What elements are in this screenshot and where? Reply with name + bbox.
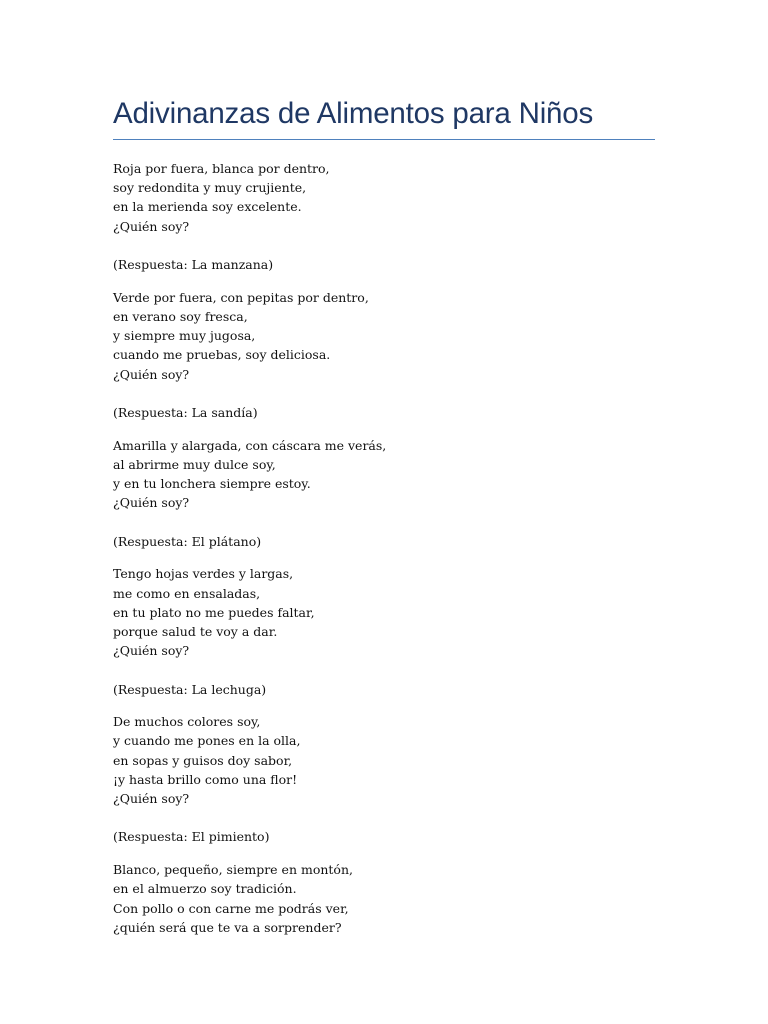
riddle-line: ¡y hasta brillo como una flor! bbox=[113, 771, 298, 787]
riddles-body bbox=[113, 159, 655, 937]
riddle-block bbox=[113, 712, 655, 846]
riddle-line: Roja por fuera, blanca por dentro, bbox=[113, 161, 330, 176]
riddle-block bbox=[113, 564, 655, 698]
riddle-line: en el almuerzo soy tradición. bbox=[113, 881, 297, 897]
riddle-line: Verde por fuera, con pepitas por dentro, bbox=[113, 289, 369, 305]
riddle-line: en la merienda soy excelente. bbox=[113, 199, 302, 215]
riddle-block bbox=[113, 288, 655, 422]
riddle-answer: (Respuesta: La manzana) bbox=[113, 257, 274, 272]
riddle-block bbox=[113, 860, 655, 937]
riddle-line: ¿quién será que te va a sorprender? bbox=[113, 919, 342, 935]
riddle-line: al abrirme muy dulce soy, bbox=[113, 456, 276, 472]
riddle-line: De muchos colores soy, bbox=[113, 714, 261, 730]
riddle-line: y en tu lonchera siempre estoy. bbox=[113, 476, 311, 492]
riddle-answer: (Respuesta: La sandía) bbox=[113, 404, 258, 420]
riddle-line: en sopas y guisos doy sabor, bbox=[113, 752, 293, 768]
riddle-line: ¿Quién soy? bbox=[113, 643, 190, 659]
riddle-line: Tengo hojas verdes y largas, bbox=[113, 566, 294, 582]
riddle-line: cuando me pruebas, soy deliciosa. bbox=[113, 347, 331, 363]
riddle-line: ¿Quién soy? bbox=[113, 791, 190, 807]
riddle-answer: (Respuesta: El plátano) bbox=[113, 533, 262, 549]
riddle-line: y siempre muy jugosa, bbox=[113, 328, 256, 344]
riddle-line: y cuando me pones en la olla, bbox=[113, 733, 301, 749]
riddle-line: en tu plato no me puedes faltar, bbox=[113, 604, 315, 620]
riddle-line: ¿Quién soy? bbox=[113, 495, 190, 511]
title-underline bbox=[113, 139, 655, 140]
riddle-line: Blanco, pequeño, siempre en montón, bbox=[113, 862, 353, 878]
document-title: Adivinanzas de Alimentos para Niños bbox=[113, 97, 594, 130]
riddle-block bbox=[113, 159, 655, 274]
riddle-line: Con pollo o con carne me podrás ver, bbox=[113, 900, 349, 916]
riddle-answer: (Respuesta: El pimiento) bbox=[113, 829, 270, 845]
riddle-line: ¿Quién soy? bbox=[113, 218, 190, 234]
document-page bbox=[113, 94, 655, 937]
riddle-line: porque salud te voy a dar. bbox=[113, 623, 278, 639]
riddle-line: en verano soy fresca, bbox=[113, 308, 248, 324]
riddle-answer: (Respuesta: La lechuga) bbox=[113, 681, 267, 697]
riddle-line: me como en ensaladas, bbox=[113, 585, 261, 601]
riddle-line: ¿Quién soy? bbox=[113, 366, 190, 382]
riddle-line: soy redondita y muy crujiente, bbox=[113, 180, 307, 196]
riddle-line: Amarilla y alargada, con cáscara me verás, bbox=[113, 437, 387, 453]
riddle-block bbox=[113, 436, 655, 551]
